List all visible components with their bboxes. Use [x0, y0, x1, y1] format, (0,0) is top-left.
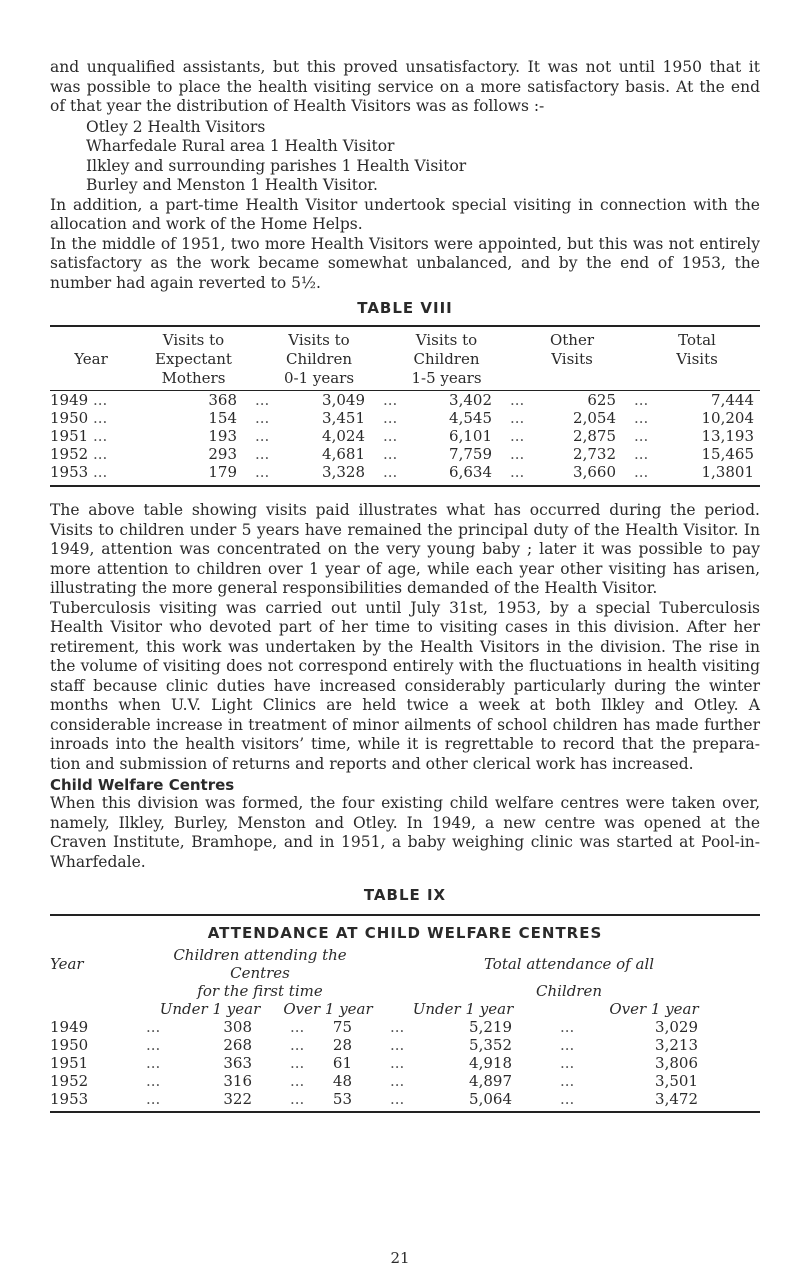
- leader-dots: ...: [146, 1072, 161, 1090]
- table9-value: 75: [332, 1018, 352, 1036]
- leader-dots: ...: [383, 427, 398, 445]
- table8-value: 4,681: [322, 445, 365, 463]
- table8-header-row: [50, 326, 760, 391]
- leader-dots: ...: [146, 1054, 161, 1072]
- table8-cell: [510, 463, 634, 481]
- table9-cell: [142, 1072, 278, 1090]
- leader-dots: ...: [634, 463, 649, 481]
- table9-cell-year: 1950: [50, 1036, 89, 1054]
- table9-cell: [378, 1090, 548, 1108]
- table8-cell: [255, 409, 383, 427]
- table8-value: 3,660: [573, 463, 616, 481]
- table8-value: 293: [208, 445, 237, 463]
- table9-cell-year: 1951: [50, 1054, 89, 1072]
- table9-title: TABLE IX: [363, 886, 447, 904]
- table9-header-total-over1: Over 1 year: [609, 1000, 699, 1018]
- table8-value: 2,054: [573, 409, 616, 427]
- leader-dots: ...: [255, 445, 270, 463]
- table9-header-under1: Under 1 year: [159, 1000, 261, 1018]
- table8-cell-year: [50, 409, 132, 427]
- leader-dots: ...: [634, 445, 649, 463]
- table-row: [50, 391, 760, 410]
- page-number: 21: [390, 1249, 410, 1267]
- table8-cell: [255, 391, 383, 410]
- table9-header-year: Year: [50, 955, 84, 973]
- table8-cell: [132, 445, 255, 463]
- leader-dots: ...: [510, 427, 525, 445]
- table8-year-value: 1952: [50, 445, 89, 463]
- table8-value: 1,3801: [701, 463, 754, 481]
- table9-value: 316: [223, 1072, 252, 1090]
- table8-value: 3,402: [449, 391, 492, 409]
- table9-value: 48: [332, 1072, 352, 1090]
- list-item: Burley and Menston 1 Health Visitor.: [86, 176, 378, 194]
- table8-header-children-0-1: Visits to Children 0-1 years: [283, 331, 355, 387]
- leader-dots: ...: [390, 1072, 405, 1090]
- table9-cell: [548, 1054, 760, 1072]
- leader-dots: ...: [290, 1018, 305, 1036]
- table8-value: 7,444: [711, 391, 754, 409]
- table8-cell: [132, 463, 255, 481]
- table9-value: 28: [332, 1036, 352, 1054]
- table-row: [50, 463, 760, 481]
- table9-cell-year: 1952: [50, 1072, 89, 1090]
- leader-dots: ...: [92, 391, 108, 409]
- leader-dots: ...: [290, 1090, 305, 1108]
- list-item: Ilkley and surrounding parishes 1 Health Visitor: [86, 156, 467, 175]
- table9-value: 4,897: [469, 1072, 512, 1090]
- leader-dots: ...: [92, 409, 108, 427]
- table8-cell: [634, 391, 760, 410]
- table9-cell: [378, 1018, 548, 1036]
- table9-cell: [142, 1054, 278, 1072]
- table8-year-value: 1949: [50, 391, 89, 409]
- table9-header-group1: Children attending the Centres: [173, 946, 347, 982]
- leader-dots: ...: [255, 427, 270, 445]
- table8-value: 6,634: [449, 463, 492, 481]
- table9-cell: [278, 1036, 378, 1054]
- table8-cell: [255, 463, 383, 481]
- table9-value: 3,213: [655, 1036, 698, 1054]
- table9-cell: [142, 1090, 278, 1108]
- table8-value: 368: [208, 391, 237, 409]
- table9-cell: [278, 1054, 378, 1072]
- intro-paragraph: and unqualified assistants, but this proved unsatisfactory. It was not until 1950 that it was possible to place the health visiting service on a more satisfactory basis. At the end of that year the distribution of Health Visitors was as follows :-: [50, 58, 760, 115]
- table9-value: 61: [332, 1054, 352, 1072]
- table8-value: 3,328: [322, 463, 365, 481]
- leader-dots: ...: [146, 1036, 161, 1054]
- table8-cell: [634, 445, 760, 463]
- leader-dots: ...: [92, 427, 108, 445]
- table9-value: 5,352: [469, 1036, 512, 1054]
- table9: [50, 946, 760, 1108]
- leader-dots: ...: [383, 409, 398, 427]
- table9-cell: [378, 1072, 548, 1090]
- body-paragraph-2: Tuberculosis visiting was carried out until July 31st, 1953, by a special Tuberculosis Health Visitor who devoted part of her time to visiting cases in this division. After her retirement, this work was undertaken by the Health Visitors in the division. The rise in the volume of visiting does not correspond entirely with the fluctuations in health visiting staff because clinic duties have increased considerably particularly during the winter months when U.V. Light Clinics are held twice a week at both Ilkley and Otley. A considerable increase in treatment of minor ailments of school children has made further inroads into the health visitors’ time, while it is regrettable to record that the prepara-tion and submission of returns and reports and other clerical work has increased.: [50, 598, 760, 773]
- table9-cell: [548, 1090, 760, 1108]
- table9-header-group2-sub: Children: [535, 982, 603, 1000]
- list-item: Otley 2 Health Visitors: [86, 117, 266, 136]
- leader-dots: ...: [634, 427, 649, 445]
- body-paragraph-1: The above table showing visits paid illustrates what has occurred during the period. Visits to children under 5 years have remained the principal duty of the Health Visitor. In 1949, attention was concentrated on the very young baby ; later it was possible to pay more attention to children over 1 year of age, while each year other visiting has arisen, illustrating the more general responsibilities demanded of the Health Visitor.: [50, 501, 760, 597]
- table9-header-group2: Total attendance of all: [483, 955, 655, 973]
- leader-dots: ...: [290, 1054, 305, 1072]
- table9-cell: [378, 1054, 548, 1072]
- table9-value: 53: [332, 1090, 352, 1108]
- leader-dots: ...: [146, 1018, 161, 1036]
- table8-cell: [383, 427, 510, 445]
- table9-value: 322: [223, 1090, 252, 1108]
- table8-header-total: Total Visits: [676, 331, 718, 368]
- table9-cell: [548, 1018, 760, 1036]
- table8-cell: [132, 391, 255, 410]
- table9-cell: [142, 1036, 278, 1054]
- table8-cell: [510, 409, 634, 427]
- leader-dots: ...: [510, 463, 525, 481]
- section-paragraph: When this division was formed, the four existing child welfare centres were taken over, namely, Ilkley, Burley, Menston and Otley. In 1949, a new centre was opened at the Craven Institute, Bramhope, and in 1951, a baby weighing clinic was started at Pool-in-Wharfedale.: [50, 794, 760, 871]
- leader-dots: ...: [634, 409, 649, 427]
- leader-dots: ...: [560, 1018, 575, 1036]
- table-row: [50, 445, 760, 463]
- table9-header-row-1: [50, 946, 760, 982]
- table8-cell: [510, 391, 634, 410]
- table8-cell: [383, 445, 510, 463]
- table-row: [50, 1072, 760, 1090]
- leader-dots: ...: [92, 445, 108, 463]
- table8-cell: [255, 445, 383, 463]
- table8-value: 13,193: [701, 427, 754, 445]
- table9-cell: [142, 1018, 278, 1036]
- leader-dots: ...: [510, 445, 525, 463]
- table-row: [50, 1054, 760, 1072]
- table8-cell: [634, 427, 760, 445]
- table9-cell-year: 1953: [50, 1090, 89, 1108]
- table-row: [50, 409, 760, 427]
- table8-year-value: 1951: [50, 427, 89, 445]
- table8-value: 10,204: [701, 409, 754, 427]
- leader-dots: ...: [255, 409, 270, 427]
- table8-value: 193: [208, 427, 237, 445]
- table9-value: 5,219: [469, 1018, 512, 1036]
- table8-cell: [510, 445, 634, 463]
- intro-paragraph-3: In the middle of 1951, two more Health Visitors were appointed, but this was not entirely satisfactory as the work became somewhat unbalanced, and by the end of 1953, the number had again reverted to 5½.: [50, 234, 760, 292]
- leader-dots: ...: [255, 463, 270, 481]
- table8-value: 4,024: [322, 427, 365, 445]
- table9-bottom-rule: [50, 1108, 760, 1113]
- leader-dots: ...: [560, 1072, 575, 1090]
- leader-dots: ...: [383, 445, 398, 463]
- leader-dots: ...: [383, 463, 398, 481]
- table8-cell: [255, 427, 383, 445]
- leader-dots: ...: [634, 391, 649, 409]
- table9-header-row-2: [50, 982, 760, 1000]
- table8-cell-year: [50, 427, 132, 445]
- table8-value: 3,049: [322, 391, 365, 409]
- table8-value: 2,875: [573, 427, 616, 445]
- table8-value: 6,101: [449, 427, 492, 445]
- table9-cell: [548, 1036, 760, 1054]
- table8-title: TABLE VIII: [357, 299, 453, 317]
- leader-dots: ...: [510, 391, 525, 409]
- table8-cell: [132, 427, 255, 445]
- table9-value: 3,472: [655, 1090, 698, 1108]
- table8-cell: [132, 409, 255, 427]
- table9-cell: [278, 1018, 378, 1036]
- table8-value: 154: [208, 409, 237, 427]
- table8-cell: [383, 391, 510, 410]
- table-row: [50, 427, 760, 445]
- table8-header-expectant: Visits to Expectant Mothers: [155, 331, 232, 387]
- table9-cell: [278, 1072, 378, 1090]
- health-visitor-distribution-list: [50, 118, 760, 196]
- leader-dots: ...: [560, 1054, 575, 1072]
- leader-dots: ...: [390, 1036, 405, 1054]
- table9-header-total-under1: Under 1 year: [412, 1000, 514, 1018]
- table-row: [50, 1018, 760, 1036]
- leader-dots: ...: [510, 409, 525, 427]
- leader-dots: ...: [390, 1018, 405, 1036]
- table8-header-other: Other Visits: [549, 331, 595, 368]
- leader-dots: ...: [290, 1036, 305, 1054]
- table9-header-row-3: [50, 1000, 760, 1018]
- table8-cell: [383, 409, 510, 427]
- table-row: [50, 1036, 760, 1054]
- intro-paragraph-2: In addition, a part-time Health Visitor undertook special visiting in connection with the allocation and work of the Home Helps.: [50, 195, 760, 233]
- table9-subtitle: ATTENDANCE AT CHILD WELFARE CENTRES: [207, 924, 603, 942]
- leader-dots: ...: [560, 1090, 575, 1108]
- leader-dots: ...: [146, 1090, 161, 1108]
- table8-cell: [510, 427, 634, 445]
- table9-value: 268: [223, 1036, 252, 1054]
- table8-value: 3,451: [322, 409, 365, 427]
- table8-year-value: 1950: [50, 409, 89, 427]
- table9-cell: [378, 1036, 548, 1054]
- table8-header-children-1-5: Visits to Children 1-5 years: [411, 331, 482, 387]
- leader-dots: ...: [390, 1054, 405, 1072]
- table9-value: 5,064: [469, 1090, 512, 1108]
- table8-value: 15,465: [701, 445, 754, 463]
- table8-value: 179: [208, 463, 237, 481]
- table9-cell: [548, 1072, 760, 1090]
- table8-cell: [383, 463, 510, 481]
- leader-dots: ...: [92, 463, 108, 481]
- table9-cell-year: 1949: [50, 1018, 89, 1036]
- table8-value: 2,732: [573, 445, 616, 463]
- leader-dots: ...: [390, 1090, 405, 1108]
- table9-value: 308: [223, 1018, 252, 1036]
- table9-top-rule: [50, 914, 760, 916]
- leader-dots: ...: [560, 1036, 575, 1054]
- leader-dots: ...: [290, 1072, 305, 1090]
- leader-dots: ...: [255, 391, 270, 409]
- table8-cell-year: [50, 445, 132, 463]
- table9-value: 363: [223, 1054, 252, 1072]
- table9-header-over1: Over 1 year: [283, 1000, 373, 1018]
- table8-header-year: Year: [74, 350, 108, 368]
- table9-value: 3,501: [655, 1072, 698, 1090]
- document-page: [50, 58, 760, 1113]
- section-heading: Child Welfare Centres: [50, 776, 235, 794]
- table8-cell-year: [50, 391, 132, 410]
- table9-cell: [278, 1090, 378, 1108]
- table8-year-value: 1953: [50, 463, 89, 481]
- table8-value: 625: [587, 391, 616, 409]
- table8-value: 4,545: [449, 409, 492, 427]
- table8-cell: [634, 463, 760, 481]
- table8: [50, 325, 760, 481]
- table8-cell: [634, 409, 760, 427]
- table8-cell-year: [50, 463, 132, 481]
- table9-header-group1-sub: for the first time: [197, 982, 323, 1000]
- list-item: Wharfedale Rural area 1 Health Visitor: [86, 137, 395, 155]
- leader-dots: ...: [383, 391, 398, 409]
- table9-value: 3,806: [655, 1054, 698, 1072]
- table8-value: 7,759: [449, 445, 492, 463]
- table9-value: 4,918: [469, 1054, 512, 1072]
- table-row: [50, 1090, 760, 1108]
- table9-value: 3,029: [655, 1018, 698, 1036]
